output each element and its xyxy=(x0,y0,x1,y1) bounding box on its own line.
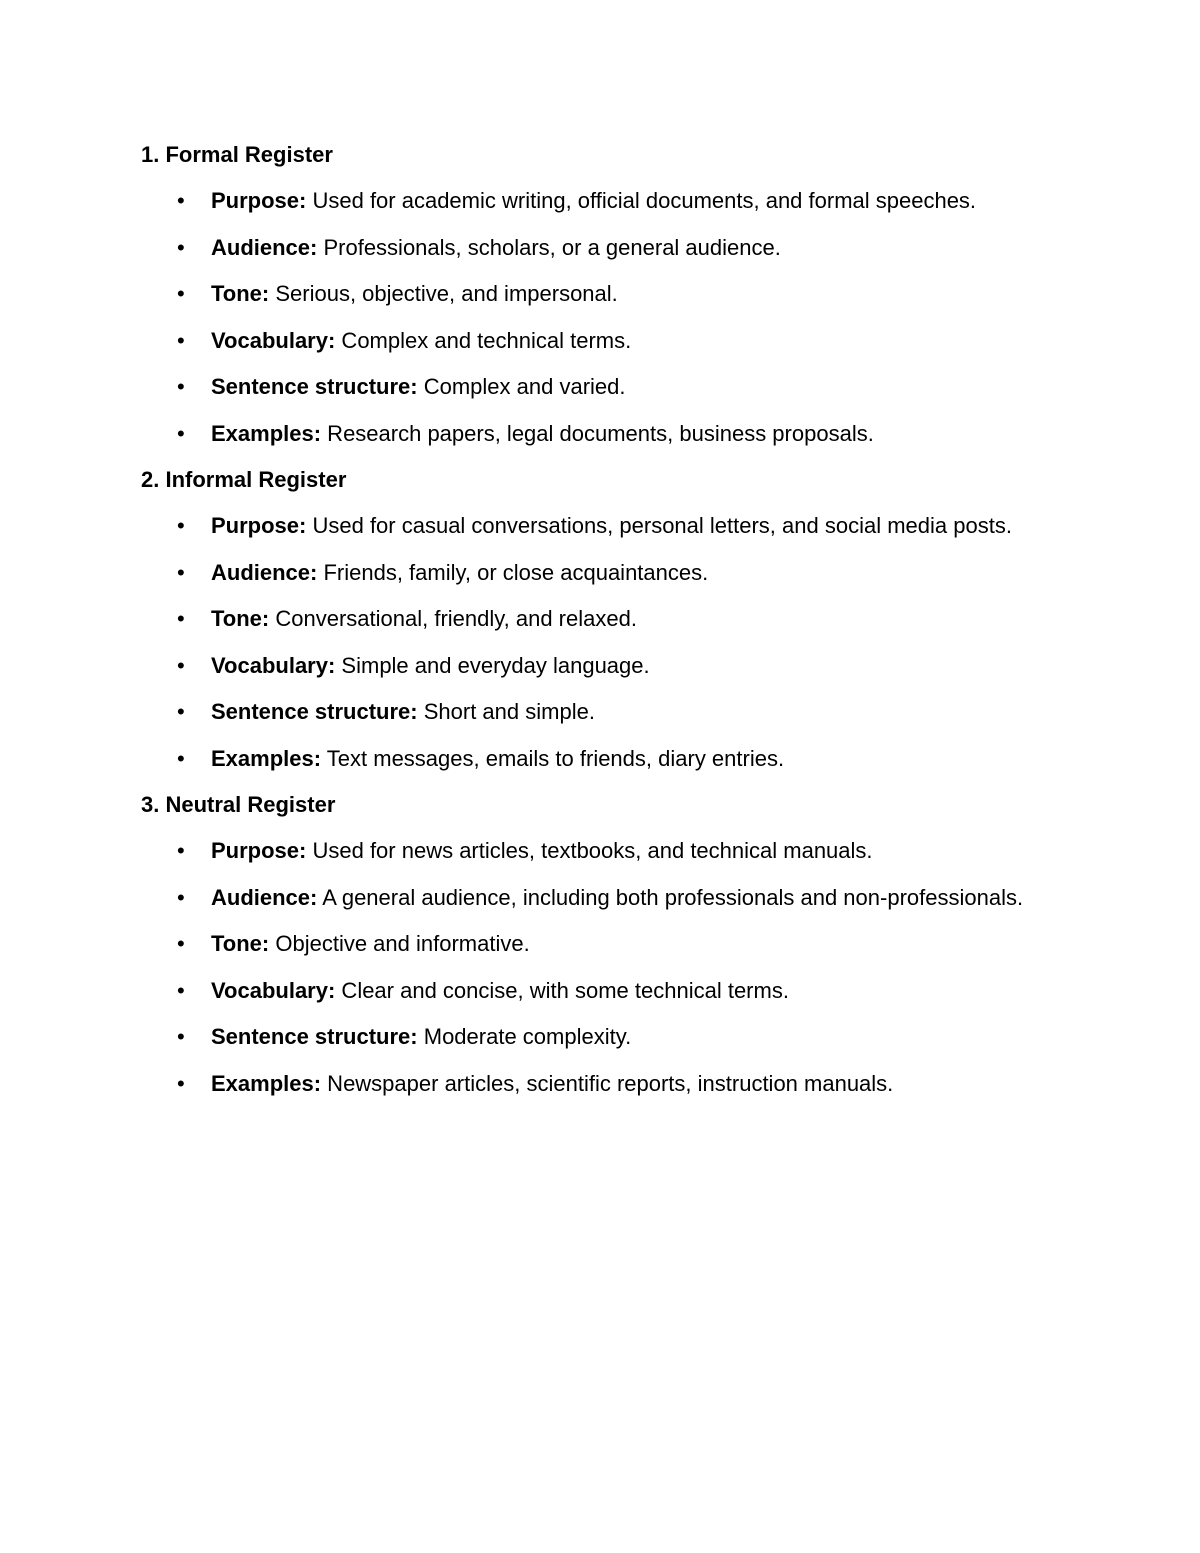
item-label: Tone: xyxy=(211,606,270,631)
list-item xyxy=(141,418,1031,449)
item-text: Friends, family, or close acquaintances. xyxy=(317,559,709,585)
item-label: Audience: xyxy=(211,234,318,260)
item-label: Sentence structure: xyxy=(211,374,418,399)
section-informal-register xyxy=(141,464,1041,774)
bullet-icon: • xyxy=(177,745,185,771)
item-text: A general audience, including both professionals and non-professionals. xyxy=(317,884,1024,910)
list-item xyxy=(141,371,1031,402)
item-text: Clear and concise, with some technical terms. xyxy=(335,977,789,1003)
list-item xyxy=(141,510,1031,541)
item-label: Audience: xyxy=(211,559,318,585)
list-item xyxy=(141,603,1031,634)
item-label: Examples: xyxy=(211,420,322,446)
item-text: Used for casual conversations, personal letters, and social media posts. xyxy=(306,513,1012,538)
list-item xyxy=(141,232,1031,263)
item-text: Simple and everyday language. xyxy=(335,652,650,678)
list-item xyxy=(141,325,1031,356)
item-text: Conversational, friendly, and relaxed. xyxy=(269,606,637,631)
list-item xyxy=(141,928,1031,959)
item-label: Examples: xyxy=(211,1070,322,1096)
item-label: Vocabulary: xyxy=(211,652,336,678)
item-text: Professionals, scholars, or a general audience. xyxy=(317,234,781,260)
item-label: Examples: xyxy=(211,745,322,771)
bullet-icon: • xyxy=(177,188,185,213)
list-item xyxy=(141,696,1031,727)
bullet-icon: • xyxy=(177,884,185,910)
bullet-icon: • xyxy=(177,1070,185,1096)
bullet-icon: • xyxy=(177,281,185,306)
list-item xyxy=(141,278,1031,309)
bullet-icon: • xyxy=(177,420,185,446)
bullet-icon: • xyxy=(177,327,185,353)
bullet-icon: • xyxy=(177,559,185,585)
section-heading: 1. Formal Register xyxy=(141,142,333,167)
item-text: Text messages, emails to friends, diary entries. xyxy=(321,745,785,771)
section-neutral-register xyxy=(141,789,1041,1099)
list-item xyxy=(141,650,1031,681)
list-item xyxy=(141,557,1031,588)
item-label: Purpose: xyxy=(211,838,307,863)
item-text: Used for academic writing, official documents, and formal speeches. xyxy=(306,188,977,213)
bullet-icon: • xyxy=(177,977,185,1003)
item-text: Moderate complexity. xyxy=(417,1024,632,1049)
bullet-icon: • xyxy=(177,1024,185,1049)
list-item xyxy=(141,743,1031,774)
item-label: Sentence structure: xyxy=(211,1024,418,1049)
list-item xyxy=(141,1068,1031,1099)
list-item xyxy=(141,835,1031,866)
bullet-list xyxy=(141,835,1041,1099)
bullet-icon: • xyxy=(177,513,185,538)
bullet-icon: • xyxy=(177,931,185,956)
item-label: Vocabulary: xyxy=(211,327,336,353)
bullet-list xyxy=(141,510,1041,774)
list-item xyxy=(141,975,1031,1006)
bullet-icon: • xyxy=(177,699,185,724)
bullet-icon: • xyxy=(177,606,185,631)
item-label: Audience: xyxy=(211,884,318,910)
bullet-icon: • xyxy=(177,374,185,399)
item-text: Research papers, legal documents, business proposals. xyxy=(321,420,874,446)
list-item xyxy=(141,882,1031,913)
item-label: Sentence structure: xyxy=(211,699,418,724)
bullet-icon: • xyxy=(177,234,185,260)
item-text: Objective and informative. xyxy=(269,931,530,956)
list-item xyxy=(141,185,1031,216)
item-label: Purpose: xyxy=(211,513,307,538)
list-item xyxy=(141,1021,1031,1052)
section-heading: 2. Informal Register xyxy=(141,467,347,492)
item-text: Complex and technical terms. xyxy=(335,327,632,353)
item-label: Tone: xyxy=(211,281,270,306)
item-label: Purpose: xyxy=(211,188,307,213)
item-text: Serious, objective, and impersonal. xyxy=(269,281,618,306)
bullet-list xyxy=(141,185,1041,449)
section-formal-register xyxy=(141,139,1041,449)
item-text: Newspaper articles, scientific reports, instruction manuals. xyxy=(321,1070,894,1096)
item-label: Tone: xyxy=(211,931,270,956)
section-heading: 3. Neutral Register xyxy=(141,792,336,817)
bullet-icon: • xyxy=(177,838,185,863)
item-text: Short and simple. xyxy=(417,699,595,724)
document-body xyxy=(141,139,1041,1114)
item-text: Complex and varied. xyxy=(417,374,626,399)
bullet-icon: • xyxy=(177,652,185,678)
item-text: Used for news articles, textbooks, and technical manuals. xyxy=(306,838,873,863)
item-label: Vocabulary: xyxy=(211,977,336,1003)
